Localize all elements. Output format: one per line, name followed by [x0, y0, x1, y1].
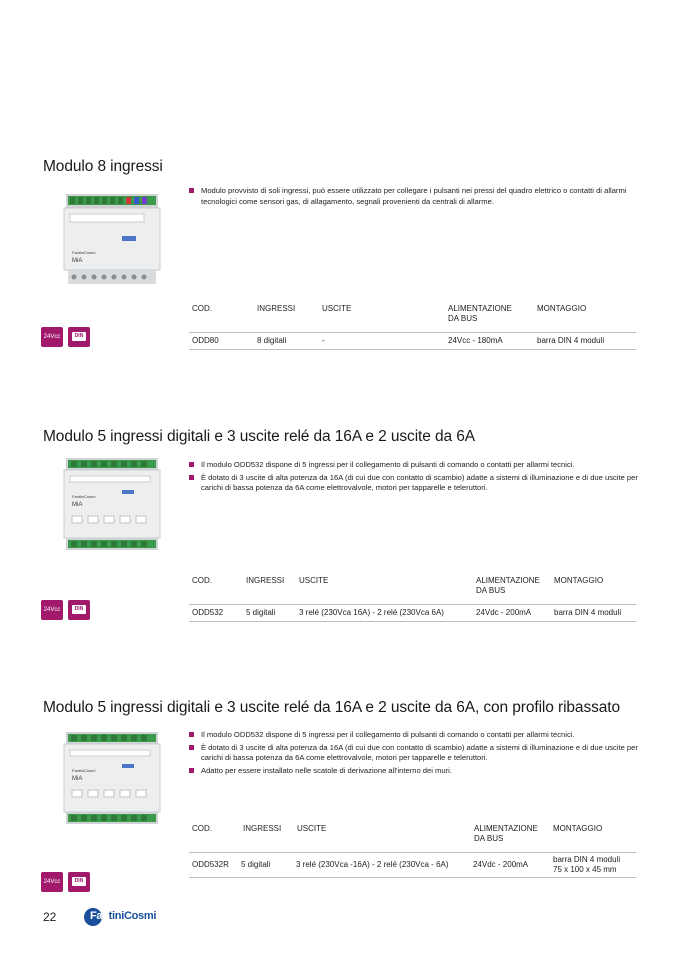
header-montaggio: MONTAGGIO [554, 576, 604, 585]
fantinicosmi-logo [84, 907, 158, 927]
product-photo-odd80 [62, 192, 162, 292]
cell-montaggio: barra DIN 4 moduli [554, 608, 622, 617]
header-ingressi: INGRESSI [257, 304, 296, 313]
din-rail-icon [68, 327, 90, 347]
cell-dimensioni: 75 x 100 x 45 mm [553, 865, 617, 874]
cell-uscite: 3 relé (230Vca -16A) - 2 relé (230Vca - 6A) [296, 860, 449, 869]
table-header [189, 304, 636, 332]
table-header [189, 824, 636, 852]
cell-uscite: - [322, 336, 325, 345]
table-row [189, 604, 636, 622]
cell-montaggio: barra DIN 4 moduli [553, 855, 621, 864]
description-item: Adatto per essere installato nelle scatole di derivazione all'interno dei muri. [189, 766, 639, 777]
cell-ingressi: 5 digitali [241, 860, 271, 869]
badges [41, 872, 93, 892]
logo-text-b: tiniCosmi [108, 910, 157, 922]
header-ingressi: INGRESSI [246, 576, 285, 585]
svg-text:FantiniCosmi: FantiniCosmi [72, 494, 96, 499]
header-cod: COD. [192, 824, 212, 833]
svg-text:MiA: MiA [72, 502, 83, 508]
logo-text [90, 910, 156, 922]
voltage-badge: 24Vcc [41, 600, 63, 620]
cell-ingressi: 8 digitali [257, 336, 287, 345]
cell-cod: ODD532 [192, 608, 224, 617]
product-photo-odd532r [62, 730, 162, 830]
section-title: Modulo 8 ingressi [43, 158, 163, 175]
cell-alimentazione: 24Vdc - 200mA [473, 860, 529, 869]
cell-cod: ODD80 [192, 336, 219, 345]
header-alimentazione: ALIMENTAZIONE [476, 576, 540, 585]
cell-uscite: 3 relé (230Vca 16A) - 2 relé (230Vca 6A) [299, 608, 444, 617]
svg-text:FantiniCosmi: FantiniCosmi [72, 768, 96, 773]
cell-montaggio: barra DIN 4 moduli [537, 336, 605, 345]
header-alimentazione: ALIMENTAZIONE [448, 304, 512, 313]
description-item: È dotato di 3 uscite di alta potenza da 16A (di cui due con contatto di scambio) adatte a sistemi di illuminazione e di due uscite per carichi di bassa potenza da 6A come elettrovalvole, motori per tapparelle e teleruttori. [189, 743, 639, 764]
din-label: DIN [72, 877, 86, 886]
description-item: È dotato di 3 uscite di alta potenza da 16A (di cui due con contatto di scambio) adatte a sistemi di illuminazione e di due uscite per carichi di bassa potenza da 6A come elettrovalvole, motori per tapparelle e teleruttori. [189, 473, 639, 494]
svg-text:FantiniCosmi: FantiniCosmi [72, 250, 96, 255]
page-number: 22 [43, 910, 57, 924]
header-alimentazione-2: DA BUS [476, 586, 506, 595]
cell-alimentazione: 24Vcc - 180mA [448, 336, 503, 345]
description-item: Il modulo ODD532 dispone di 5 ingressi per il collegamento di pulsanti di comando o contatti per allarmi tecnici. [189, 730, 639, 741]
cell-cod: ODD532R [192, 860, 229, 869]
din-label: DIN [72, 332, 86, 341]
din-rail-icon [68, 600, 90, 620]
table-row [189, 852, 636, 878]
header-alimentazione-2: DA BUS [474, 834, 504, 843]
header-uscite: USCITE [299, 576, 329, 585]
din-rail-icon [68, 872, 90, 892]
logo-text-a: Fan [90, 910, 109, 922]
description-item: Modulo provvisto di soli ingressi, può essere utilizzato per collegare i pulsanti nei pressi del quadro elettrico o contatti di allarmi tecnologici come sensori gas, di allagamento, segnali provenienti da centrali di allarme. [189, 186, 639, 207]
badges [41, 600, 93, 620]
section-title: Modulo 5 ingressi digitali e 3 uscite relé da 16A e 2 uscite da 6A, con profilo ribassato [43, 699, 620, 716]
table-row [189, 332, 636, 350]
description-item: Il modulo ODD532 dispone di 5 ingressi per il collegamento di pulsanti di comando o contatti per allarmi tecnici. [189, 460, 639, 471]
table-header [189, 576, 636, 604]
header-montaggio: MONTAGGIO [537, 304, 587, 313]
header-alimentazione-2: DA BUS [448, 314, 478, 323]
product-photo-odd532 [62, 456, 162, 556]
description-list [189, 186, 639, 207]
badges [41, 327, 93, 347]
header-cod: COD. [192, 304, 212, 313]
section-title: Modulo 5 ingressi digitali e 3 uscite relé da 16A e 2 uscite da 6A [43, 428, 475, 445]
header-ingressi: INGRESSI [243, 824, 282, 833]
voltage-badge: 24Vcc [41, 327, 63, 347]
header-uscite: USCITE [322, 304, 352, 313]
svg-text:MiA: MiA [72, 258, 83, 264]
header-alimentazione: ALIMENTAZIONE [474, 824, 538, 833]
description-list [189, 460, 639, 494]
voltage-badge: 24Vcc [41, 872, 63, 892]
svg-text:MiA: MiA [72, 776, 83, 782]
header-cod: COD. [192, 576, 212, 585]
din-label: DIN [72, 605, 86, 614]
description-list [189, 730, 639, 776]
header-montaggio: MONTAGGIO [553, 824, 603, 833]
cell-ingressi: 5 digitali [246, 608, 276, 617]
cell-alimentazione: 24Vdc - 200mA [476, 608, 532, 617]
header-uscite: USCITE [297, 824, 327, 833]
